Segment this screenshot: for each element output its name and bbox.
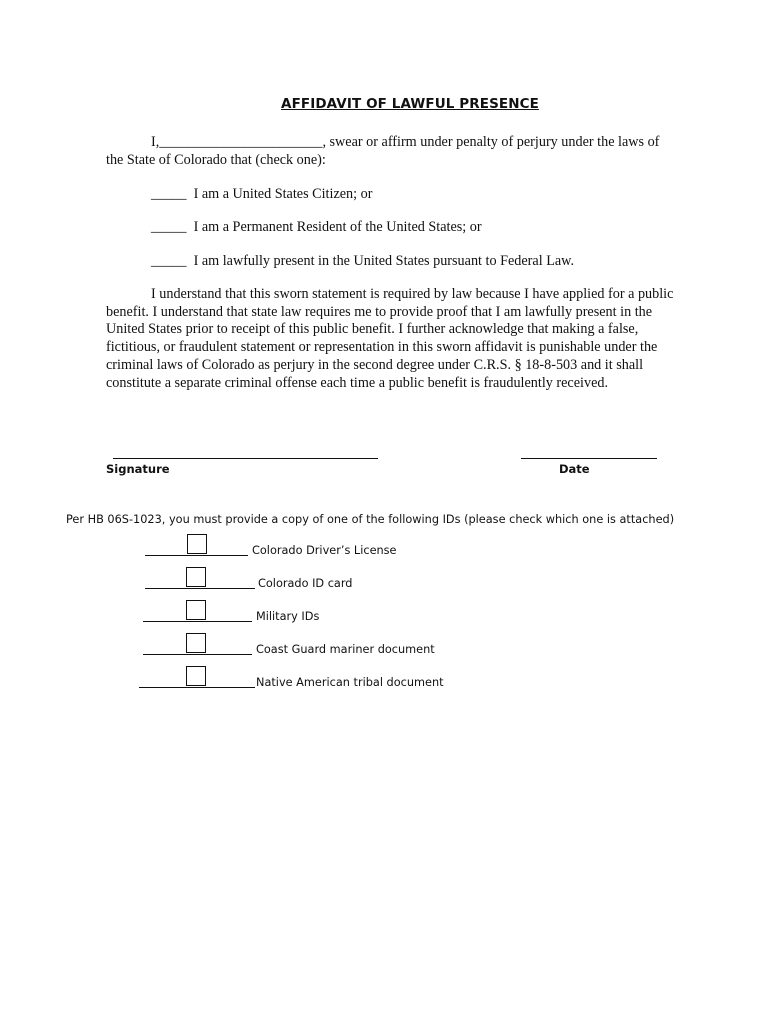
document-title: AFFIDAVIT OF LAWFUL PRESENCE — [281, 96, 539, 112]
id-requirement-text: Per HB 06S-1023, you must provide a copy of one of the following IDs (please check which one is attached) — [66, 513, 675, 526]
date-line[interactable] — [521, 458, 657, 459]
status-option-lawfully-present — [151, 253, 574, 271]
oath-suffix: , swear or affirm under penalty of perjury under the laws of — [322, 134, 660, 150]
name-blank[interactable]: _______________________ — [159, 134, 323, 150]
id-option-coast-guard — [143, 633, 543, 659]
signature-line[interactable] — [113, 458, 378, 459]
statement-line: constitute a separate criminal offense each time a public benefit is fraudulently received. — [106, 375, 609, 391]
id-option-label: Coast Guard mariner document — [256, 643, 435, 656]
id-option-label: Colorado Driver’s License — [252, 544, 397, 557]
id-option-colorado-id — [145, 567, 545, 593]
id-option-label: Military IDs — [256, 610, 320, 623]
status-blank[interactable]: _____ — [151, 253, 187, 269]
statement-line: I understand that this sworn statement is required by law because I have applied for a public — [151, 286, 674, 302]
status-option-citizen — [151, 186, 372, 204]
id-blank-line — [143, 621, 252, 622]
status-label: I am a United States Citizen; or — [193, 186, 373, 202]
status-label: I am lawfully present in the United States pursuant to Federal Law. — [193, 253, 575, 269]
id-blank-line — [145, 555, 248, 556]
oath-line-1 — [151, 134, 659, 152]
oath-prefix: I, — [151, 134, 160, 150]
signature-label: Signature — [106, 462, 170, 476]
id-option-military — [143, 600, 543, 626]
drivers-license-checkbox[interactable] — [187, 534, 207, 554]
oath-line-2: the State of Colorado that (check one): — [106, 152, 326, 168]
colorado-id-checkbox[interactable] — [186, 567, 206, 587]
statement-line: fictitious, or fraudulent statement or representation in this sworn affidavit is punishable under the — [106, 339, 658, 355]
date-label: Date — [559, 462, 590, 476]
id-option-label: Colorado ID card — [258, 577, 353, 590]
id-blank-line — [139, 687, 255, 688]
military-id-checkbox[interactable] — [186, 600, 206, 620]
id-option-tribal — [139, 666, 539, 692]
statement-line: benefit. I understand that state law requires me to provide proof that I am lawfully present in the — [106, 304, 653, 320]
status-option-permanent-resident — [151, 219, 482, 237]
statement-line: United States prior to receipt of this public benefit. I further acknowledge that making a false, — [106, 321, 639, 337]
coast-guard-checkbox[interactable] — [186, 633, 206, 653]
id-blank-line — [143, 654, 252, 655]
id-option-label: Native American tribal document — [256, 676, 444, 689]
id-blank-line — [145, 588, 255, 589]
statement-line: criminal laws of Colorado as perjury in the second degree under C.R.S. § 18-8-503 and it shall — [106, 357, 644, 373]
tribal-document-checkbox[interactable] — [186, 666, 206, 686]
status-label: I am a Permanent Resident of the United States; or — [193, 219, 482, 235]
status-blank[interactable]: _____ — [151, 219, 187, 235]
id-option-drivers-license — [145, 534, 545, 560]
status-blank[interactable]: _____ — [151, 186, 187, 202]
